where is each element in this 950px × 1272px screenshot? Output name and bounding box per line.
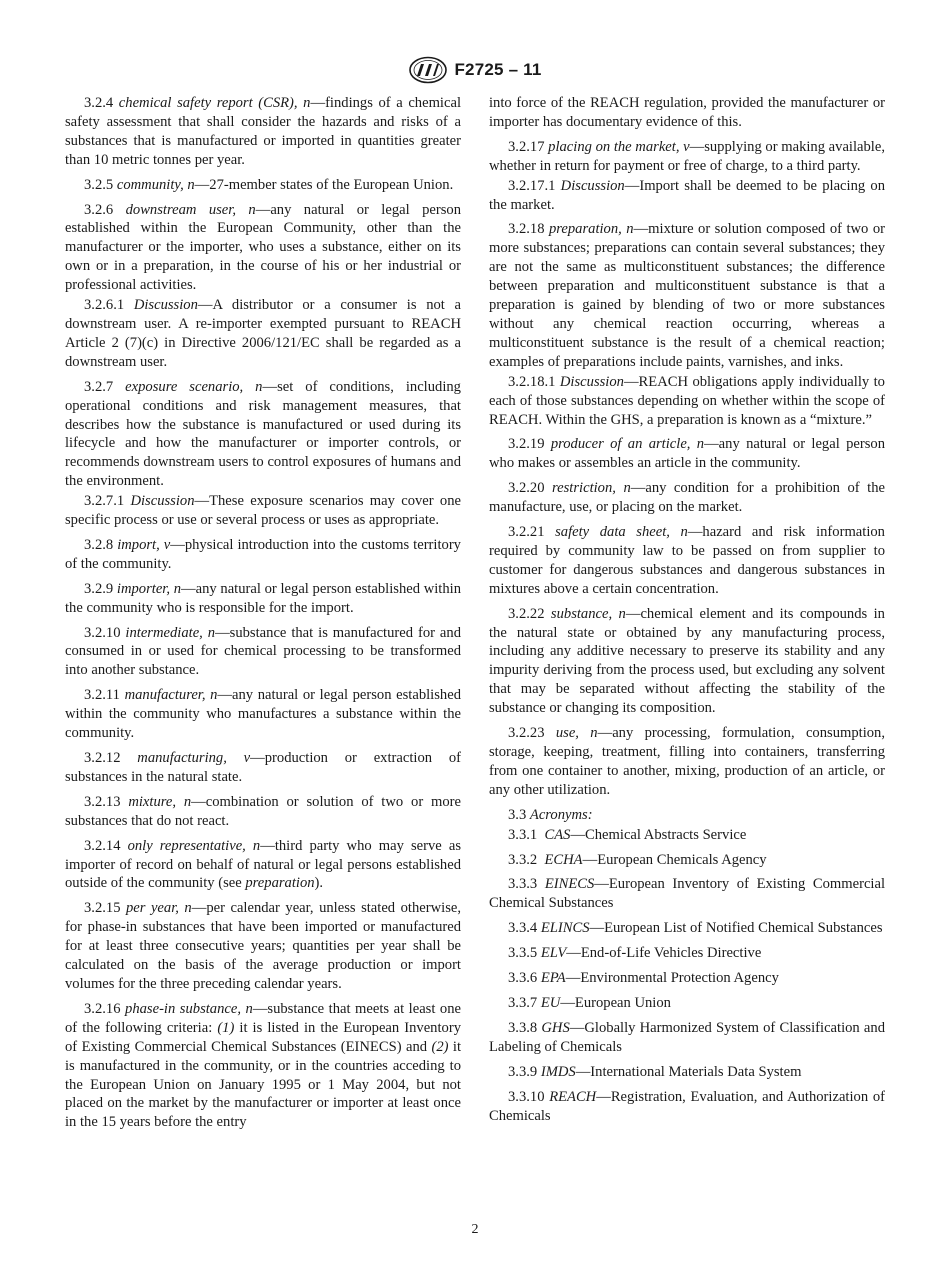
acronym-3-3-8: 3.3.8 GHS—Globally Harmonized System of Classification and Labeling of Chemicals bbox=[489, 1019, 885, 1055]
acronym-3-3-5: 3.3.5 ELV—End-of-Life Vehicles Directive bbox=[508, 945, 762, 962]
acronym-3-3-3: 3.3.3 EINECS—European Inventory of Existing Commercial Chemical Substances bbox=[489, 876, 886, 912]
document-id: F2725 – 11 bbox=[454, 60, 542, 79]
section-3-3-acronyms: 3.3 Acronyms: bbox=[508, 806, 593, 823]
discussion-3-2-18-1: 3.2.18.1 Discussion—REACH obligations apply individually to each of those substances depending on whether within the scope of REACH. Within the GHS, a preparation is known as a “mixture.” bbox=[489, 373, 885, 428]
definition-3-2-6: 3.2.6 downstream user, n—any natural or legal person established within the European Community, other than the manufacturer or the importer, who uses a substance, either on its own or in a preparation, in the course of his or her industrial or professional activities. bbox=[65, 201, 461, 294]
definition-3-2-16: 3.2.16 phase-in substance, n—substance that meets at least one of the following criteria: (1) it is listed in the European Inventory of Existing Commercial Chemical Substances (EINECS) and (2) it is manufactured in the community, or in the countries acceding to the European Union on January 1995 or 1 May 2004, but not placed on the market by the manufacturer or importer at least once in the 15 years before the entry bbox=[65, 1000, 462, 1131]
definition-3-2-12: 3.2.12 manufacturing, v—production or extraction of substances in the natural state. bbox=[65, 750, 461, 785]
definition-3-2-4: 3.2.4 chemical safety report (CSR), n—findings of a chemical safety assessment that shall consider the hazards and risks of a substances that is manufactured or imported in quantities greater than 10 metric tonnes per year. bbox=[65, 95, 461, 168]
definition-3-2-7: 3.2.7 exposure scenario, n—set of conditions, including operational conditions and risk management measures, that describes how the substance is manufactured or used during its lifecycle and how the manufacturer or importer controls, or recommends downstream users to control exposures of humans and the environment. bbox=[65, 378, 461, 490]
discussion-3-2-6-1: 3.2.6.1 Discussion—A distributor or a consumer is not a downstream user. A re-importer exempted pursuant to REACH Article 2 (7)(c) in Directive 2006/121/EC shall be regarded as a downstream user. bbox=[65, 297, 461, 370]
acronym-3-3-6: 3.3.6 EPA—Environmental Protection Agency bbox=[508, 970, 779, 987]
acronym-3-3-2: 3.3.2 ECHA—European Chemicals Agency bbox=[508, 851, 767, 868]
discussion-3-2-17-1: 3.2.17.1 Discussion—Import shall be deemed to be placing on the market. bbox=[489, 177, 885, 213]
definition-3-2-22: 3.2.22 substance, n—chemical element and its compounds in the natural state or obtained by any manufacturing process, including any additive necessary to preserve its stability and any impurity deriving from the process used, but excluding any solvent that may be separated without affecting the stability of the substance or changing its composition. bbox=[489, 605, 885, 717]
acronym-3-3-1: 3.3.1 CAS—Chemical Abstracts Service bbox=[508, 826, 747, 843]
definition-3-2-16-continued: into force of the REACH regulation, provided the manufacturer or importer has documentary evidence of this. bbox=[489, 95, 885, 130]
definition-3-2-15: 3.2.15 per year, n—per calendar year, unless stated otherwise, for phase-in substances that have been imported or manufactured for at least three consecutive years; quantities per year shall be calculated on the basis of the average production or import volumes for the three preceding calendar years. bbox=[65, 900, 461, 992]
definition-3-2-14: 3.2.14 only representative, n—third party who may serve as importer of record on behalf of natural or legal persons established outside of the community (see preparation). bbox=[65, 837, 461, 892]
definition-3-2-8: 3.2.8 import, v—physical introduction into the customs territory of the community. bbox=[65, 536, 461, 572]
definition-3-2-21: 3.2.21 safety data sheet, n—hazard and risk information required by community law to be passed on from supplier to customer for dangerous substances and dangerous substances in mixtures above a certain concentration. bbox=[489, 524, 885, 597]
definition-3-2-9: 3.2.9 importer, n—any natural or legal person established within the community who is responsible for the import. bbox=[65, 580, 462, 616]
definition-3-2-19: 3.2.19 producer of an article, n—any natural or legal person who makes or assembles an article in the community. bbox=[489, 436, 885, 472]
right-column bbox=[489, 94, 885, 1131]
definition-3-2-5: 3.2.5 community, n—27-member states of the European Union. bbox=[84, 176, 454, 193]
discussion-3-2-7-1: 3.2.7.1 Discussion—These exposure scenarios may cover one specific process or use or several process or uses as appropriate. bbox=[65, 493, 461, 529]
acronym-3-3-4: 3.3.4 ELINCS—European List of Notified Chemical Substances bbox=[508, 920, 883, 937]
acronym-3-3-7: 3.3.7 EU—European Union bbox=[508, 994, 671, 1011]
definition-3-2-11: 3.2.11 manufacturer, n—any natural or legal person established within the community who manufactures a substance within the community. bbox=[65, 687, 461, 742]
astm-logo-icon bbox=[408, 56, 448, 84]
definition-3-2-17: 3.2.17 placing on the market, v—supplying or making available, whether in return for payment or free of charge, to a third party. bbox=[489, 138, 885, 174]
acronym-3-3-10: 3.3.10 REACH—Registration, Evaluation, and Authorization of Chemicals bbox=[489, 1088, 885, 1124]
acronym-3-3-9: 3.3.9 IMDS—International Materials Data System bbox=[508, 1063, 802, 1080]
page-number: 2 bbox=[471, 1222, 479, 1237]
definition-3-2-18: 3.2.18 preparation, n—mixture or solution composed of two or more substances; preparations can contain several substances; they are not the same as multiconstituent substances; the difference between preparation and multiconstituent substance is that a preparation is gained by blending of two or more substances without any chemical reaction occurring, whereas a multiconstituent substance is the result of a chemical reaction; examples of preparations include paints, varnishes, and inks. bbox=[489, 221, 885, 370]
definition-3-2-23: 3.2.23 use, n—any processing, formulation, consumption, storage, keeping, treatment, filling into containers, transferring from one container to another, mixing, production of an article, or any other utilization. bbox=[489, 725, 885, 798]
left-column bbox=[65, 94, 461, 1138]
definition-3-2-13: 3.2.13 mixture, n—combination or solution of two or more substances that do not react. bbox=[65, 793, 461, 829]
definition-3-2-20: 3.2.20 restriction, n—any condition for a prohibition of the manufacture, use, or placing on the market. bbox=[489, 480, 885, 516]
definition-3-2-10: 3.2.10 intermediate, n—substance that is manufactured for and consumed in or used for chemical processing to be transformed into another substance. bbox=[65, 624, 461, 679]
page-header bbox=[0, 56, 950, 84]
